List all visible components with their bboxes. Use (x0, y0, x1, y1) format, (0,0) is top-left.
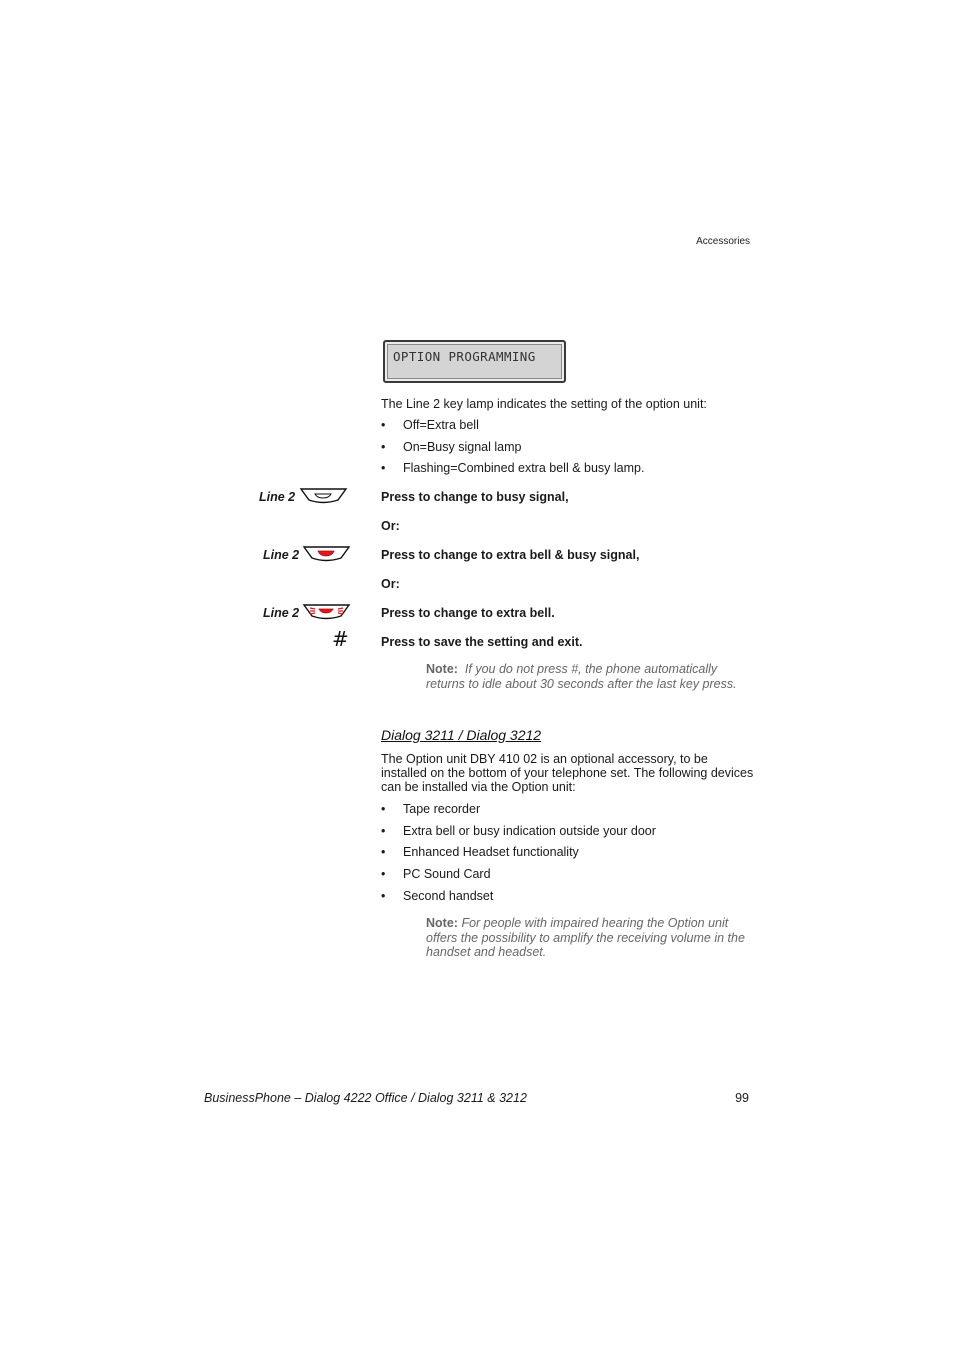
step-instruction: Press to change to busy signal, (381, 490, 569, 504)
hash-key-icon: # (332, 627, 349, 651)
line2-key-label: Line 2 (259, 490, 296, 504)
bullet-dot: • (381, 440, 386, 454)
list-item: Extra bell or busy indication outside your door (403, 824, 656, 838)
bullet-dot: • (381, 824, 386, 838)
list-item: Off=Extra bell (403, 418, 479, 432)
display-text: OPTION PROGRAMMING (393, 349, 536, 364)
line2-key-off-icon (299, 486, 348, 505)
or-label: Or: (381, 577, 400, 591)
line2-key-label: Line 2 (263, 548, 300, 562)
note-hash (426, 662, 737, 691)
note-line: handset and headset. (426, 945, 547, 959)
line2-key-label: Line 2 (263, 606, 300, 620)
step-instruction: Press to change to extra bell & busy signal, (381, 548, 640, 562)
bullet-dot: • (381, 845, 386, 859)
note-line: If you do not press #, the phone automatically (464, 662, 718, 676)
list-item: Enhanced Headset functionality (403, 845, 579, 859)
line2-key-on-icon (302, 544, 351, 563)
note-hearing (426, 916, 745, 960)
paragraph-line: installed on the bottom of your telephone set. The following devices (381, 766, 754, 780)
paragraph-line: can be installed via the Option unit: (381, 780, 576, 794)
bullet-dot: • (381, 889, 386, 903)
list-item: On=Busy signal lamp (403, 440, 522, 454)
step-instruction: Press to change to extra bell. (381, 606, 555, 620)
note-label: Note: (426, 916, 458, 930)
note-label: Note: (426, 662, 458, 676)
note-line: offers the possibility to amplify the receiving volume in the (426, 930, 745, 945)
bullet-dot: • (381, 867, 386, 881)
bullet-dot: • (381, 418, 386, 432)
running-header: Accessories (696, 236, 750, 247)
section-title: Dialog 3211 / Dialog 3212 (381, 727, 542, 743)
list-item: Flashing=Combined extra bell & busy lamp. (403, 461, 645, 475)
list-item: Second handset (403, 889, 494, 903)
intro-text: The Line 2 key lamp indicates the setting of the option unit: (381, 397, 707, 411)
page-number: 99 (735, 1091, 749, 1105)
list-item: PC Sound Card (403, 867, 491, 881)
option-unit-paragraph (381, 752, 753, 794)
footer-title: BusinessPhone – Dialog 4222 Office / Dialog 3211 & 3212 (204, 1091, 527, 1105)
note-line: returns to idle about 30 seconds after the last key press. (426, 676, 737, 691)
bullet-dot: • (381, 802, 386, 816)
phone-display (383, 340, 566, 383)
list-item: Tape recorder (403, 802, 481, 816)
note-line: For people with impaired hearing the Option unit (461, 916, 729, 930)
or-label: Or: (381, 519, 400, 533)
paragraph-line: The Option unit DBY 410 02 is an optional accessory, to be (381, 752, 708, 766)
step-instruction: Press to save the setting and exit. (381, 635, 583, 649)
line2-key-flashing-icon (302, 602, 351, 621)
bullet-dot: • (381, 461, 386, 475)
